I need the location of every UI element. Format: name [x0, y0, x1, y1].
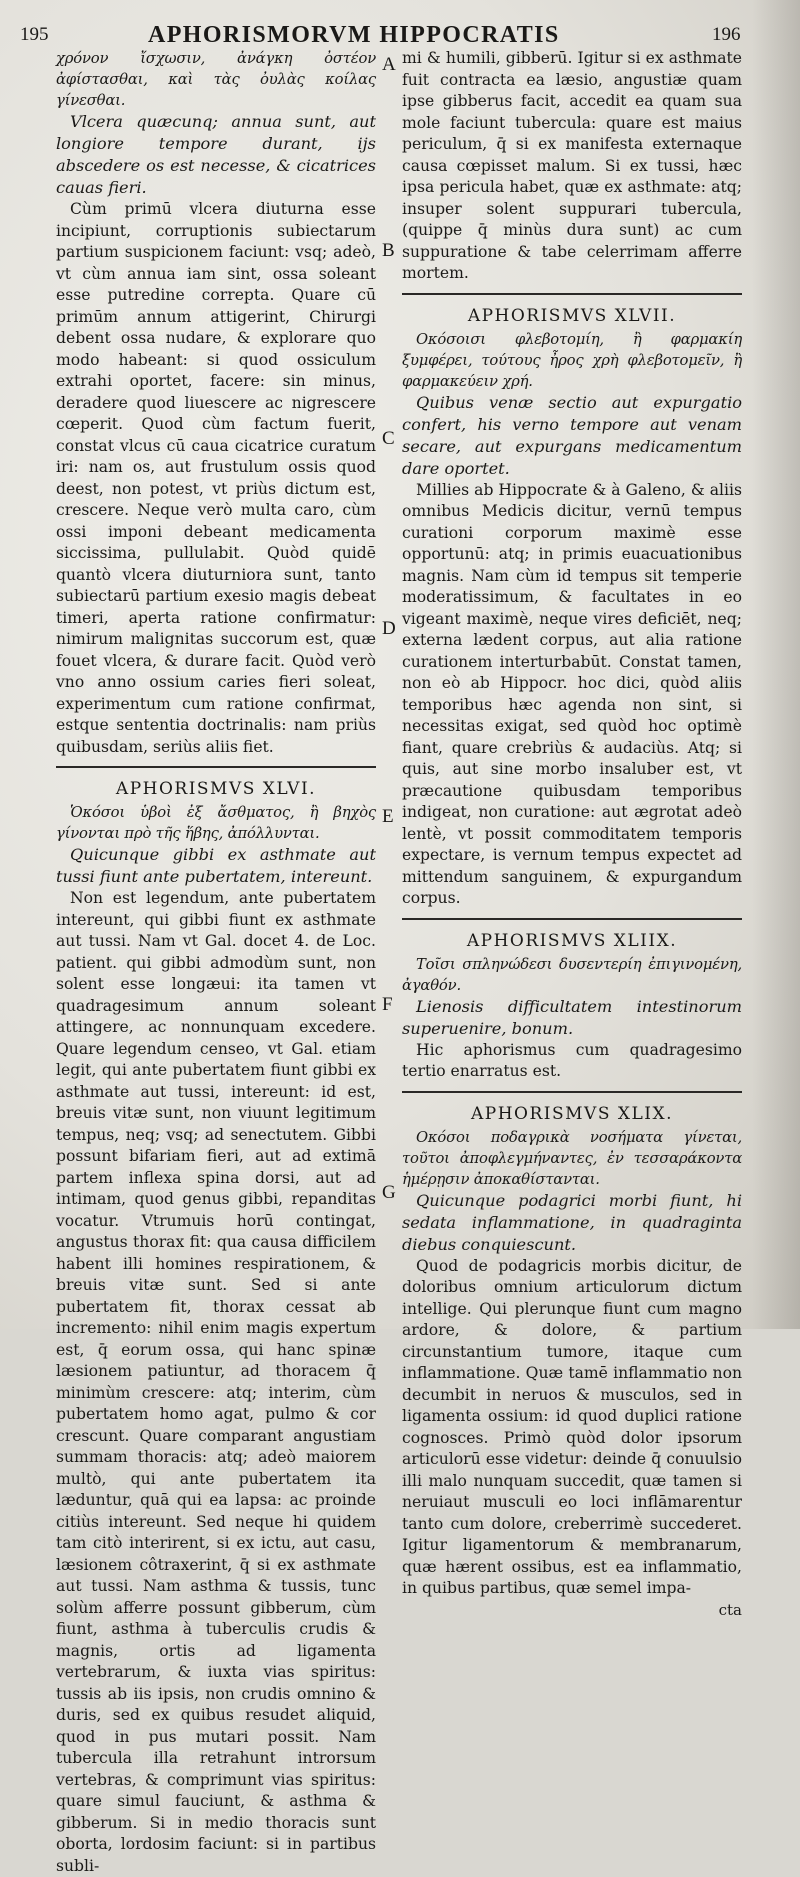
- latin-translation-47: Quibus venæ sectio aut expurgatio confert, his verno tempore aut venam secare, aut expurgans medicamentum dare oportet.: [402, 392, 742, 478]
- aphorism-49-heading: APHORISMVS XLIX.: [471, 1103, 673, 1124]
- folio-left: 195: [20, 24, 49, 45]
- aphorism-47-heading: APHORISMVS XLVII.: [467, 305, 677, 326]
- right-column: [402, 48, 742, 1619]
- section-rule: [402, 1091, 742, 1093]
- aphorism-48-heading: APHORISMVS XLIIX.: [466, 930, 678, 951]
- section-rule: [402, 918, 742, 920]
- commentary-45: Cùm primū vlcera diuturna esse incipiunt, corruptionis subiectarum partium suspicionem faciunt: vsq; adeò, vt cùm annua iam sint, ossa soleant esse putredine correpta. Quare cū primūm annum attigerint, Chirurgi debent ossa nudare, & explorare quo modo habeant: si quod ossiculum extrahi oportet, facere: sin minus, deradere quod liuescere ac nigrescere cœperit. Quod cùm factum fuerit, constat vlcus cū caua cicatrice curatum iri: nam os, aut frustulum ossis quod deest, non potest, vt priùs dictum est, crescere. Neque verò multa caro, cùm ossi imponi debeant medicamenta siccissima, pullulabit. Quòd quidē quantò vlcera diuturniora sunt, tanto subiectarū partium exesio magis debeat timeri, aperta ratione confirmatur: nimirum malignitas succorum est, quæ fouet vlcera, & durare facit. Quòd verò vno anno ossium caries fieri soleat, experimentum cum ratione confirmat, estque sententia doctrinalis: nam priùs quibusdam, seriùs aliis fiet.: [56, 200, 376, 756]
- margin-letter-e: E: [382, 806, 394, 827]
- margin-letter-c: C: [382, 428, 395, 449]
- greek-text-48: Τοῖσι σπληνώδεσι δυσεντερίη ἐπιγινομένη, ἀγαθόν.: [402, 955, 742, 994]
- margin-letter-g: G: [382, 1182, 396, 1203]
- page-header: [0, 0, 800, 46]
- section-rule: [402, 293, 742, 295]
- left-column: [56, 48, 376, 1875]
- catchword: cta: [718, 1600, 742, 1619]
- latin-translation-46: Quicunque gibbi ex asthmate aut tussi fiunt ante pubertatem, intereunt.: [56, 845, 376, 886]
- aphorism-46-heading: APHORISMVS XLVI.: [115, 779, 317, 799]
- latin-translation-48: Lienosis difficultatem intestinorum superuenire, bonum.: [402, 996, 742, 1038]
- commentary-46-continued: mi & humili, gibberū. Igitur si ex asthmate fuit contracta ea læsio, angustiæ quam ipse gibberus facit, accedit ea quam sua mole faciunt tubercula: quare est maius periculum, q̄ si ex manifesta externaque causa cœpisset malum. Si ex tussi, hæc ipsa pericula habet, quæ ex asthmate: atq; insuper solent suppurari tubercula, (quippe q̄ minùs dura sunt) ac cum suppuratione & tabe celerrimam afferre mortem.: [402, 49, 742, 282]
- greek-text-46: Ὁκόσοι ὑβοὶ ἐξ ἄσθματος, ἢ βηχὸς γίνονται πρὸ τῆς ἥβης, ἀπόλλυνται.: [56, 804, 376, 842]
- section-rule: [56, 766, 376, 768]
- margin-letter-a: A: [382, 54, 396, 75]
- margin-letter-f: F: [382, 994, 393, 1015]
- greek-text-45-end: χρόνον ἴσχωσιν, ἀνάγκη ὀστέον ἀφίστασθαι, καὶ τὰς ὀυλὰς κοίλας γίνεσθαι.: [56, 50, 376, 109]
- margin-letter-d: D: [382, 618, 396, 639]
- commentary-48: Hic aphorismus cum quadragesimo tertio enarratus est.: [402, 1040, 742, 1080]
- commentary-49: Quod de podagricis morbis dicitur, de doloribus omnium articulorum dictum intellige. Qui plerunque fiunt cum magno ardore, & dolore, & partium circunstantium tumore, itaque cum inflammatione. Quæ tamē inflammatio non decumbit in neruos & musculos, sed in ligamenta ossium: id quod duplici ratione cognosces. Primò quòd dolor ipsorum articulorū esse videtur: deinde q̄ conuulsio illi malo nunquam succedit, quæ tamen si neruiaut musculi eo loci inflāmarentur tanto cum dolore, creberrimè succederet. Igitur ligamentorum & membranarum, quæ hærent ossibus, est ea inflammatio, in quibus partibus, quæ semel impa-: [402, 1256, 742, 1597]
- folio-right: 196: [712, 24, 741, 45]
- latin-translation-49: Quicunque podagrici morbi fiunt, hi sedata inflammatione, in quadraginta diebus conquiescunt.: [402, 1190, 742, 1254]
- greek-text-49: Οκόσοι ποδαγρικὰ νοσήματα γίνεται, τοῦτοι ἀποφλεγμήναντες, ἐν τεσσαράκοντα ἡμέρῃσιν ἀποκαθίστανται.: [402, 1128, 742, 1188]
- commentary-46: Non est legendum, ante pubertatem intereunt, qui gibbi fiunt ex asthmate aut tussi. Nam vt Gal. docet 4. de Loc. patient. qui gibbi admodùm sunt, non solent esse longæui: ita tamen vt quadragesimum annum soleant attingere, ac nonnunquam excedere. Quare legendum censeo, vt Gal. etiam legit, qui ante pubertatem fiunt gibbi ex asthmate aut tussi, intereunt: id est, breuis vitæ sunt, non viuunt legitimum tempus, neq; vsq; ad senectutem. Gibbi possunt bifariam fieri, aut ad extimā partem inflexa spina dorsi, aut ad intimam, quod genus gibbi, repanditas vocatur. Vtrumuis horū contingat, angustus thorax fit: qua causa difficilem habent illi homines respirationem, & breuis vitæ sunt. Sed si ante pubertatem fit, thorax cessat ab incremento: nihil enim magis expertum est, q̄ eorum ossa, qui hanc spinæ læsionem patiuntur, ad thoracem q̄ minimùm crescere: atq; interim, cùm pubertatem homo agat, pulmo & cor crescunt. Quare comparant angustiam summam thoracis: atq; adeò maiorem multò, qui ante pubertatem ita læduntur, quā qui ea lapsa: ac proinde citiùs intereunt. Sed neque hi quidem tam citò interirent, si ex ictu, aut casu, læsionem côtraxerint, q̄ si ex asthmate aut tussi. Nam asthma & tussis, tunc solùm afferre possunt gibberum, cùm fiunt, asthma à tuberculis crudis & magnis, ortis ad ligamenta vertebrarum, & iuxta vias spiritus: tussis ab iis ipsis, non crudis omnino & duris, sed ex quibus resudet aliquid, quod in pus mutari possit. Nam tubercula illa retrahunt introrsum vertebras, & comprimunt vias spiritus: quare simul fauciunt, & asthma & gibberum. Si in medio thoracis sunt oborta, lordosim faciunt: si in partibus subli-: [56, 889, 376, 1875]
- page-edge-shadow: [752, 0, 800, 1329]
- greek-text-47: Οκόσοισι φλεβοτομίη, ἢ φαρμακίη ξυμφέρει, τούτους ἦρος χρὴ φλεβοτομεῖν, ἢ φαρμακεύειν χρή.: [402, 330, 742, 390]
- margin-letter-b: B: [382, 240, 395, 261]
- commentary-47: Millies ab Hippocrate & à Galeno, & aliis omnibus Medicis dicitur, vernū tempus curationi corporum maximè esse opportunū: atq; in primis euacuationibus magnis. Nam cùm id tempus sit temperie moderatissimum, & facultates in eo vigeant maximè, neque vires deficiēt, neq; externa lædent corpus, aut alia ratione curationem interturbabūt. Constat tamen, non eò ab Hippocr. hoc dici, quòd aliis temporibus hæc agenda non sint, si necessitas exigat, sed quòd hoc optimè fiant, quare crebriùs & audaciùs. Atq; si quis, aut sine morbo insaluber est, vt præcautione quibusdam temporibus indigeat, non curatione: aut ægrotat adeò lentè, vt possit commoditatem temporis expectare, is vernum tempus expectet ad mittendum sanguinem, & expurgandum corpus.: [402, 480, 742, 907]
- latin-translation-45: Vlcera quæcunq; annua sunt, aut longiore tempore durant, ijs abscedere os est necesse, & cicatrices cauas fieri.: [56, 112, 376, 197]
- running-title: APHORISMORVM HIPPOCRATIS: [148, 22, 560, 48]
